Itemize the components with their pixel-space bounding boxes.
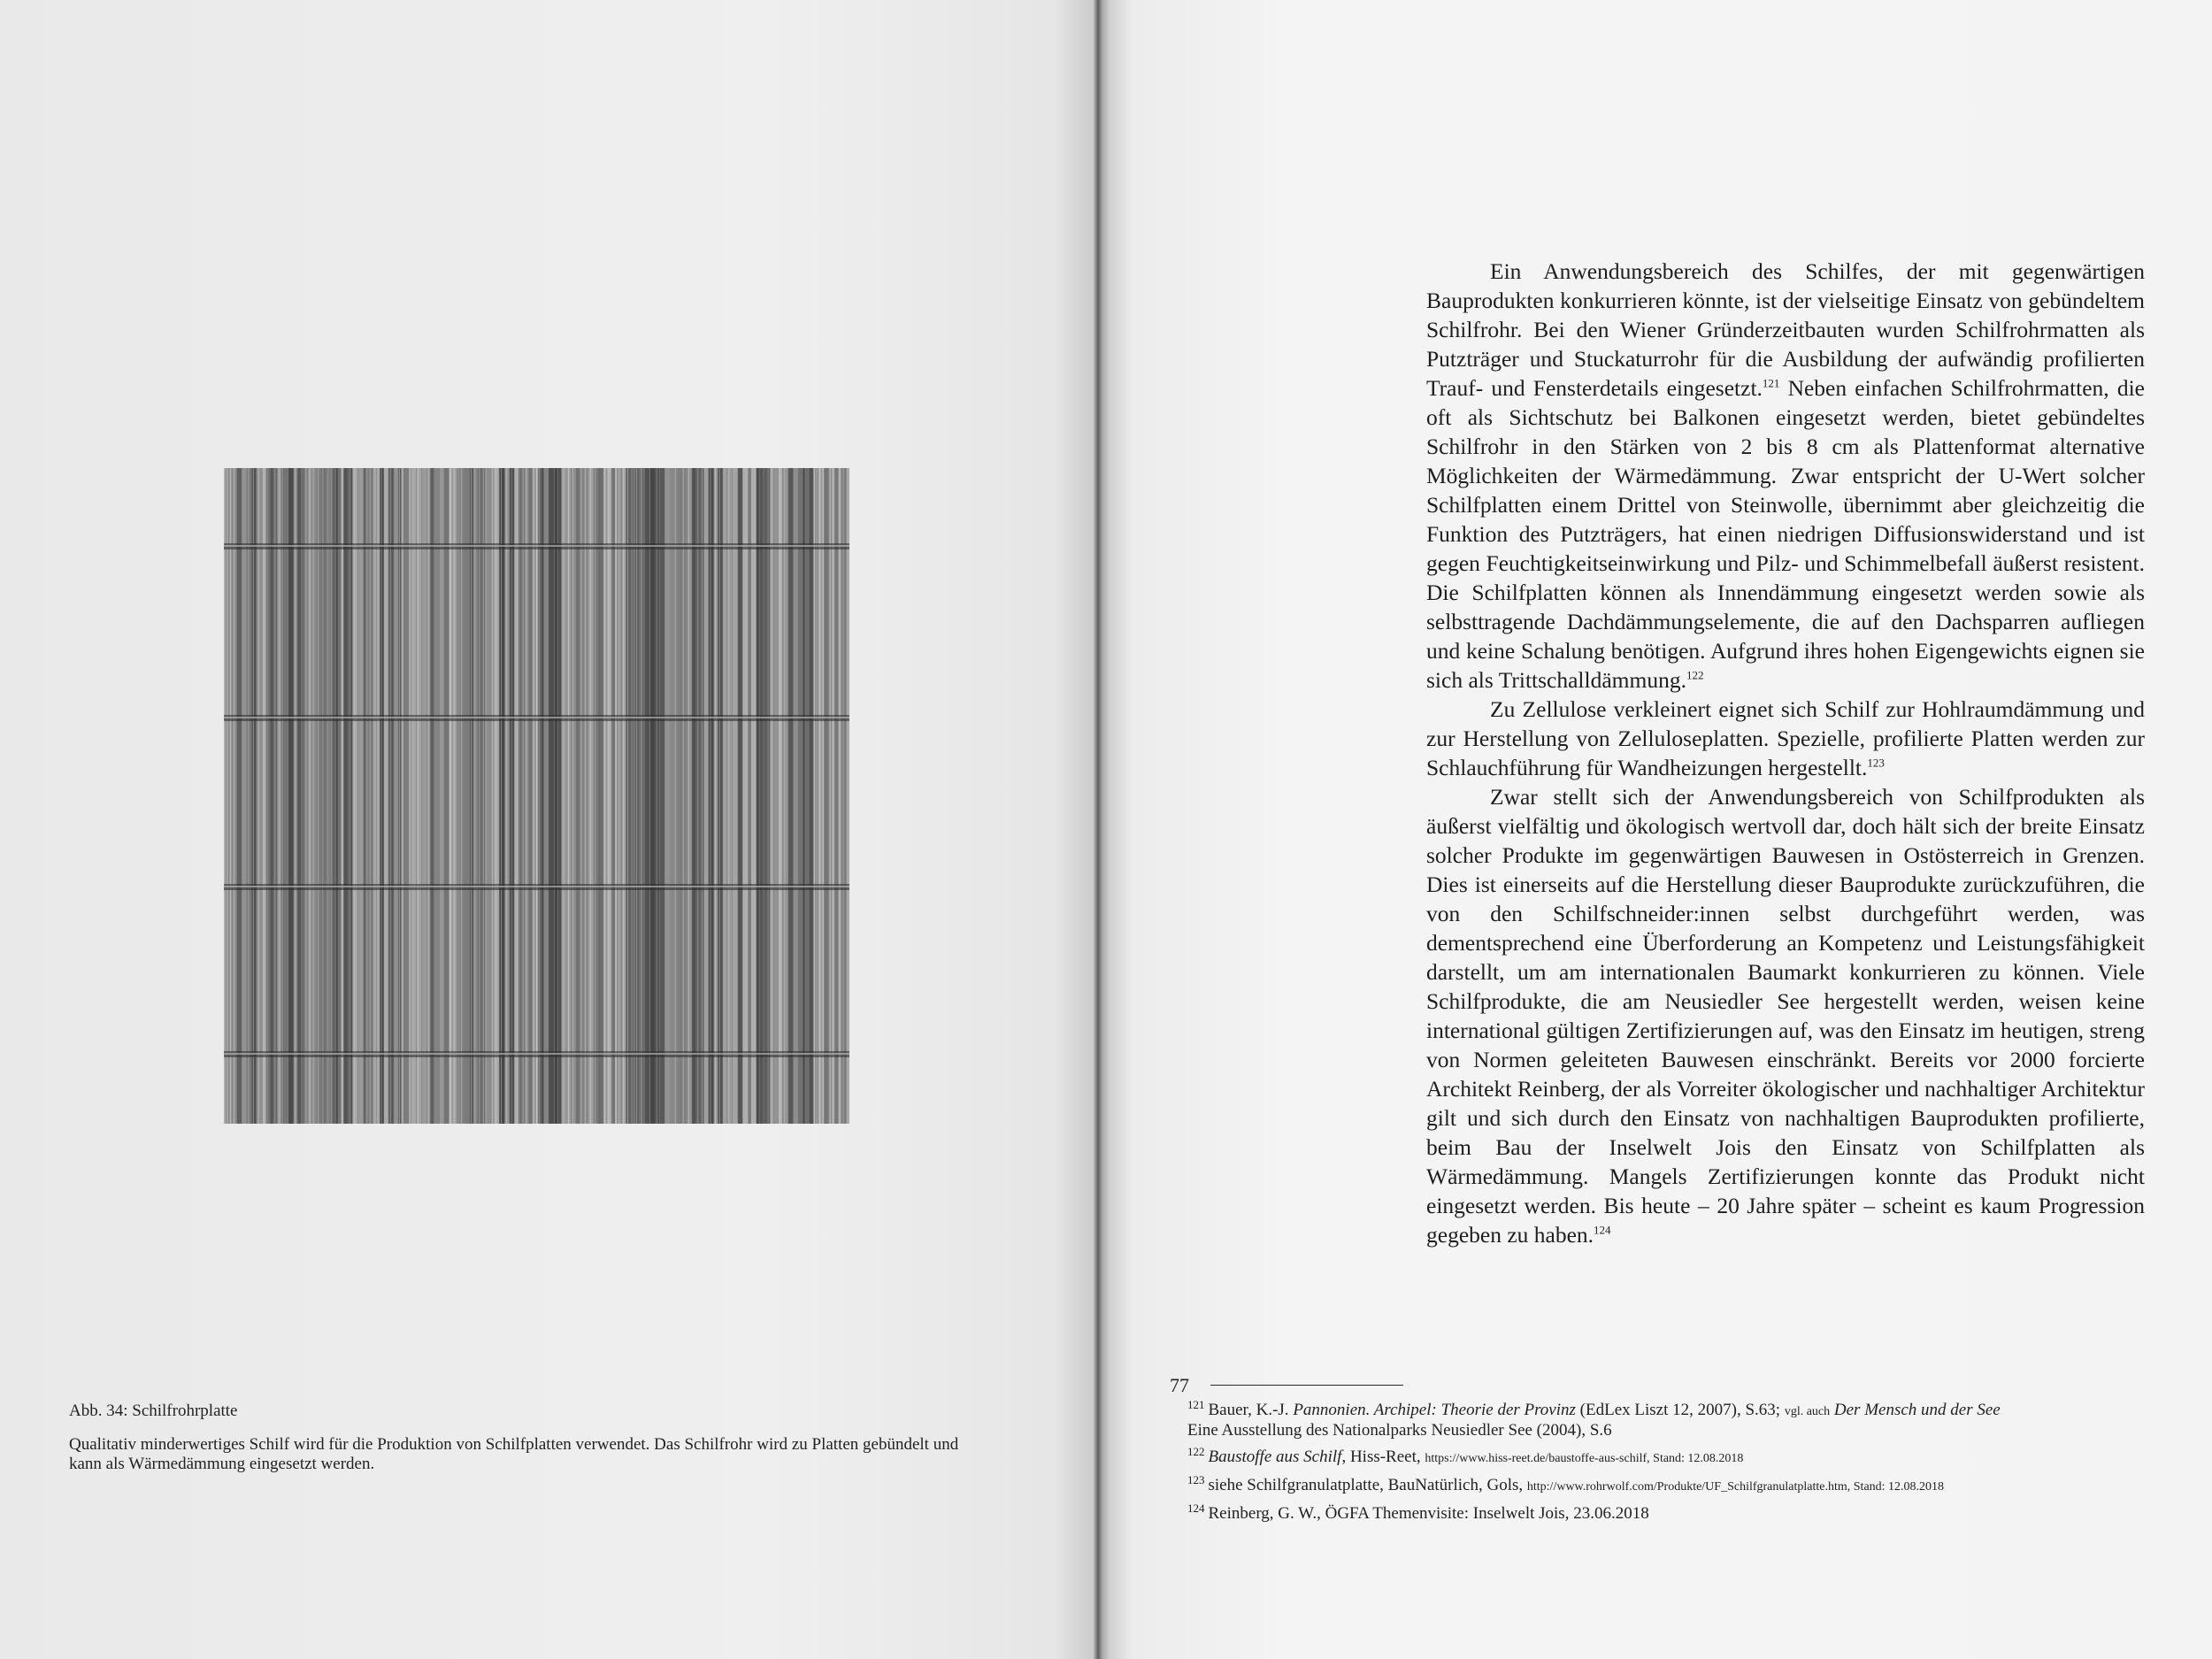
footnote-123 — [1187, 1472, 2147, 1496]
paragraph-1 — [1426, 257, 2145, 695]
reed-panel-photo — [224, 468, 849, 1124]
footnote-text: Reinberg, G. W., ÖGFA Themenvisite: Inselwelt Jois, 23.06.2018 — [1208, 1504, 1649, 1523]
footnote-text: Bauer, K.-J. — [1208, 1401, 1294, 1419]
footnote-124 — [1187, 1501, 2147, 1523]
paragraph-3 — [1426, 782, 2145, 1249]
footnote-title-italic: Pannonien. Archipel: Theorie der Provinz — [1293, 1401, 1576, 1419]
footnote-url[interactable]: http://www.rohrwolf.com/Produkte/UF_Schilfgranulatplatte.htm, Stand: 12.08.2018 — [1526, 1480, 1945, 1494]
footnote-ref-123[interactable]: 123 — [1867, 756, 1885, 770]
footnote-ref-122[interactable]: 122 — [1686, 668, 1704, 682]
footnote-number: 122 — [1187, 1444, 1205, 1458]
caption-text: Qualitativ minderwertiges Schilf wird für die Produktion von Schilfplatten verwendet. Das Schilfrohr wird zu Platten gebündelt und kann als Wärmedämmung eingesetzt werden. — [69, 1435, 959, 1473]
paragraph-1-text-a: Ein Anwendungsbereich des Schilfes, der mit gegenwärtigen Bauprodukten konkurrieren könnte, ist der vielseitige Einsatz von gebündeltem Schilfrohr. Bei den Wiener Gründerzeitbauten wurden Schilfrohrmatten als Putzträger und Stuckaturrohr für die Ausbildung der aufwändig profilierten Trauf- und Fensterdetails eingesetzt. — [1426, 258, 2145, 401]
footnote-url[interactable]: https://www.hiss-reet.de/baustoffe-aus-schilf, Stand: 12.08.2018 — [1425, 1452, 1744, 1465]
footnote-number: 124 — [1187, 1501, 1205, 1515]
caption-title: Abb. 34: Schilfrohrplatte — [69, 1402, 238, 1420]
footnote-number: 123 — [1187, 1472, 1205, 1486]
footnote-text: , Hiss-Reet, — [1341, 1448, 1425, 1466]
footnote-divider — [1210, 1385, 1403, 1386]
paragraph-2-text: Zu Zellulose verkleinert eignet sich Schilf zur Hohlraumdämmung und zur Herstellung von Zelluloseplatten. Spezielle, profilierte Platten werden zur Schlauchführung für Wandheizungen hergestellt. — [1426, 696, 2145, 780]
footnote-number: 121 — [1187, 1397, 1205, 1411]
left-page — [0, 0, 1097, 1659]
paragraph-3-text: Zwar stellt sich der Anwendungsbereich von Schilfprodukten als äußerst vielfältig und ökologisch wertvoll dar, doch hält sich der breite Einsatz solcher Produkte im gegenwärtigen Bauwesen in Ostösterreich in Grenzen. Dies ist einerseits auf die Herstellung dieser Bauprodukte zurückzuführen, die von den Schilfschneider:innen selbst durchgeführt werden, was dementsprechend eine Überforderung an Kompetenz und Leistungsfähigkeit darstellt, um am internationalen Baumarkt konkurrieren zu können. Viele Schilfprodukte, die am Neusiedler See hergestellt werden, weisen keine international gültigen Zertifizierungen auf, was den Einsatz im heutigen, streng von Normen geleiteten Bauwesen einschränkt. Bereits vor 2000 forcierte Architekt Reinberg, der als Vorreiter ökologischer und nachhaltiger Architektur gilt und sich durch den Einsatz von nachhaltigen Bauprodukten profilierte, beim Bau der Inselwelt Jois den Einsatz von Schilfplatten als Wärmedämmung. Mangels Zertifizierungen konnte das Produkt nicht eingesetzt werden. Bis heute – 20 Jahre später – scheint es kaum Progression gegeben zu haben. — [1426, 784, 2145, 1248]
footnote-text: (EdLex Liszt 12, 2007), S.63; — [1575, 1401, 1785, 1419]
body-text — [1426, 257, 2145, 1249]
footnote-title-italic: Baustoffe aus Schilf — [1208, 1448, 1342, 1466]
footnote-ref-121[interactable]: 121 — [1762, 376, 1780, 390]
figure-caption — [69, 1402, 980, 1474]
paragraph-2 — [1426, 695, 2145, 782]
footnote-small-text: vgl. auch — [1784, 1405, 1831, 1418]
footnote-ref-124[interactable]: 124 — [1594, 1223, 1611, 1237]
paragraph-1-text-b: Neben einfachen Schilfrohrmatten, die oft als Sichtschutz bei Balkonen eingesetzt werden, bietet gebündeltes Schilfrohr in den Stärken von 2 bis 8 cm als Plattenformat alternative Möglichkeiten der Wärmedämmung. Zwar entspricht der U-Wert solcher Schilfplatten einem Drittel von Steinwolle, übernimmt aber gleichzeitig die Funktion des Putzträgers, hat einen niedrigen Diffusionswiderstand und ist gegen Feuchtigkeitseinwirkung und Pilz- und Schimmelbefall äußerst resistent. Die Schilfplatten können als Innendämmung eingesetzt werden sowie als selbsttragende Dachdämmungselemente, die auf den Dachsparren aufliegen und keine Schalung benötigen. Aufgrund ihres hohen Eigengewichts eignen sie sich als Trittschalldämmung. — [1426, 375, 2145, 693]
book-gutter — [1094, 0, 1102, 1659]
footnotes — [1187, 1397, 2147, 1531]
footnote-121 — [1187, 1397, 2147, 1440]
page-number: 77 — [1170, 1374, 1189, 1396]
footnote-122 — [1187, 1444, 2147, 1468]
footnote-title-italic: Der Mensch und der See — [1830, 1401, 2001, 1419]
footnote-text: Eine Ausstellung des Nationalparks Neusiedler See (2004), S.6 — [1187, 1421, 1612, 1440]
footnote-text: siehe Schilfgranulatplatte, BauNatürlich, Gols, — [1208, 1476, 1527, 1494]
reed-texture-image — [224, 468, 849, 1124]
